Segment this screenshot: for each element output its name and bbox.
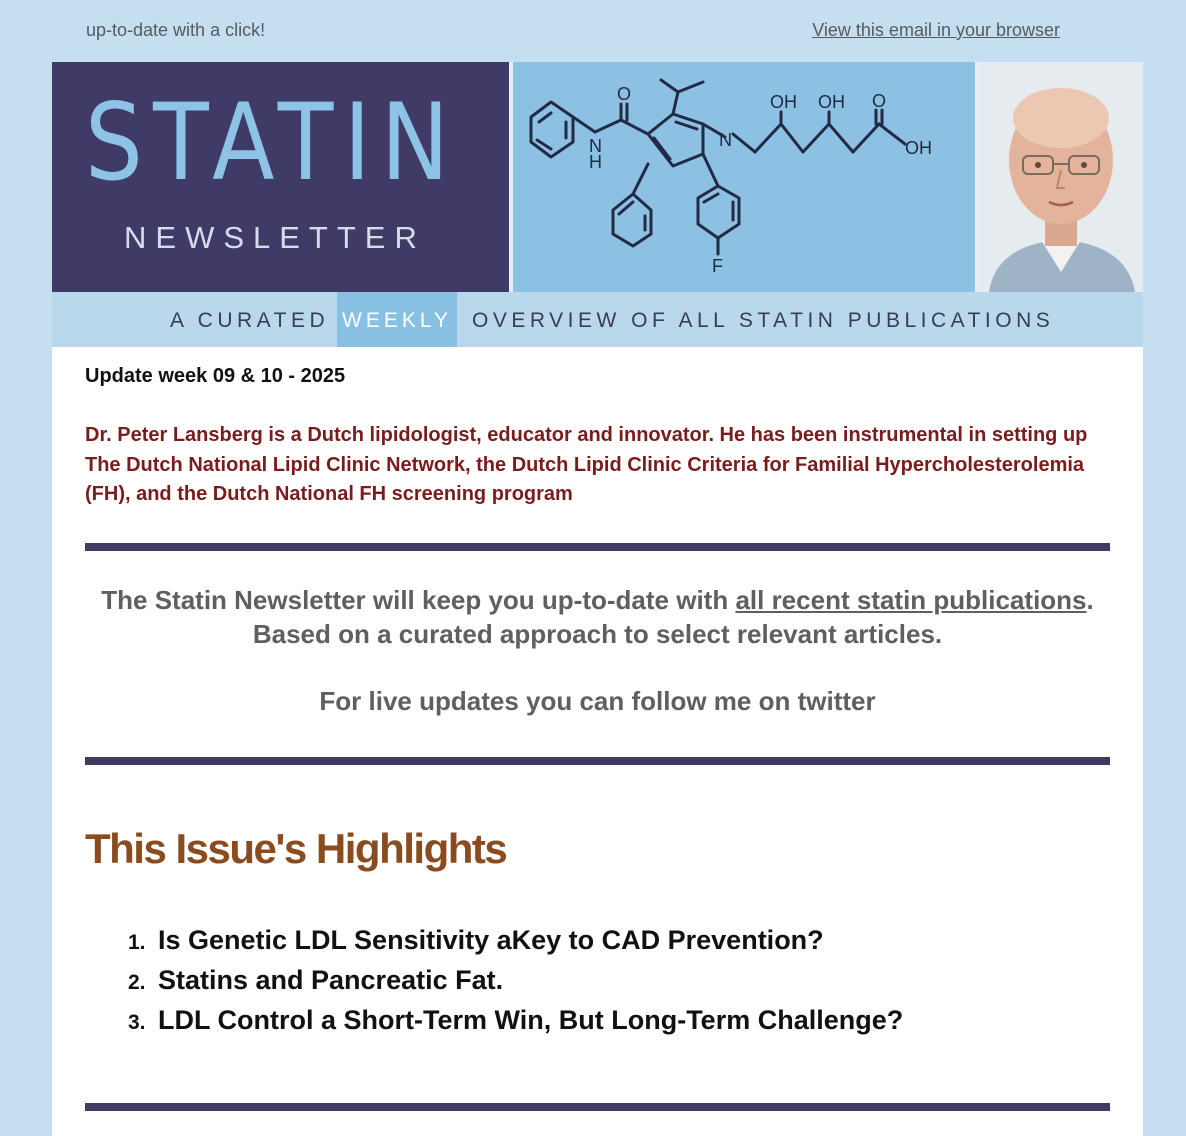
tagline-part-2: OVERVIEW OF ALL STATIN PUBLICATIONS [472, 309, 1055, 332]
section-divider [85, 543, 1110, 551]
atorvastatin-structure-icon [513, 62, 975, 292]
masthead-title: STATIN [85, 81, 460, 204]
view-in-browser-link[interactable]: View this email in your browser [812, 20, 1060, 40]
promo-text-after: . Based on a curated approach to select relevant articles. [252, 585, 1094, 649]
molecule-label-carbonyl-o: O [872, 91, 887, 111]
newsletter-promo [85, 583, 1110, 651]
highlight-item [128, 965, 903, 1005]
author-photo-icon [979, 62, 1143, 292]
promo-text-before: The Statin Newsletter will keep you up-to-date with [101, 585, 736, 615]
molecule-label-oh-2: OH [818, 92, 845, 112]
preheader-text: up-to-date with a click! [86, 20, 266, 40]
highlight-number: 2. [128, 971, 146, 994]
molecule-illustration [513, 62, 975, 292]
highlights-list [128, 925, 903, 1045]
update-week-title: Update week 09 & 10 - 2025 [85, 365, 346, 387]
section-divider [85, 757, 1110, 765]
author-portrait [979, 62, 1143, 292]
banner-tagline [52, 292, 1143, 347]
molecule-label-f: F [712, 256, 723, 276]
tagline-part-1: A CURATED [170, 309, 330, 332]
molecule-label-oh-3: OH [905, 138, 932, 158]
newsletter-body [52, 347, 1143, 1136]
molecule-label-h: H [589, 152, 602, 172]
molecule-label-ring-n: N [719, 130, 732, 150]
author-intro: Dr. Peter Lansberg is a Dutch lipidologist, educator and innovator. He has been instrumental in setting up The Dutch National Lipid Clinic Network, the Dutch Lipid Clinic Criteria for Familial Hypercholesterolemia (FH), and the Dutch National FH screening program [85, 424, 1088, 505]
molecule-label-n: N [589, 136, 602, 156]
newsletter-banner [52, 62, 1143, 347]
all-publications-link[interactable]: all recent statin publications [735, 585, 1087, 615]
masthead-subtitle: NEWSLETTER [124, 220, 426, 255]
highlight-item [128, 925, 903, 965]
highlights-heading: This Issue's Highlights [85, 825, 507, 872]
section-divider [85, 1103, 1110, 1111]
preheader-bar [0, 0, 1186, 62]
highlight-item [128, 1005, 903, 1045]
highlight-link[interactable]: Statins and Pancreatic Fat. [158, 965, 504, 995]
molecule-label-o: O [617, 84, 632, 104]
highlight-link[interactable]: Is Genetic LDL Sensitivity aKey to CAD Prevention? [158, 925, 824, 955]
twitter-follow-text[interactable]: For live updates you can follow me on twitter [319, 686, 876, 716]
molecule-label-oh-1: OH [770, 92, 797, 112]
highlight-link[interactable]: LDL Control a Short-Term Win, But Long-Term Challenge? [158, 1005, 904, 1035]
highlight-number: 3. [128, 1011, 146, 1034]
masthead-logo [52, 62, 509, 292]
tagline-weekly-badge: WEEKLY [337, 292, 457, 347]
highlight-number: 1. [128, 931, 146, 954]
